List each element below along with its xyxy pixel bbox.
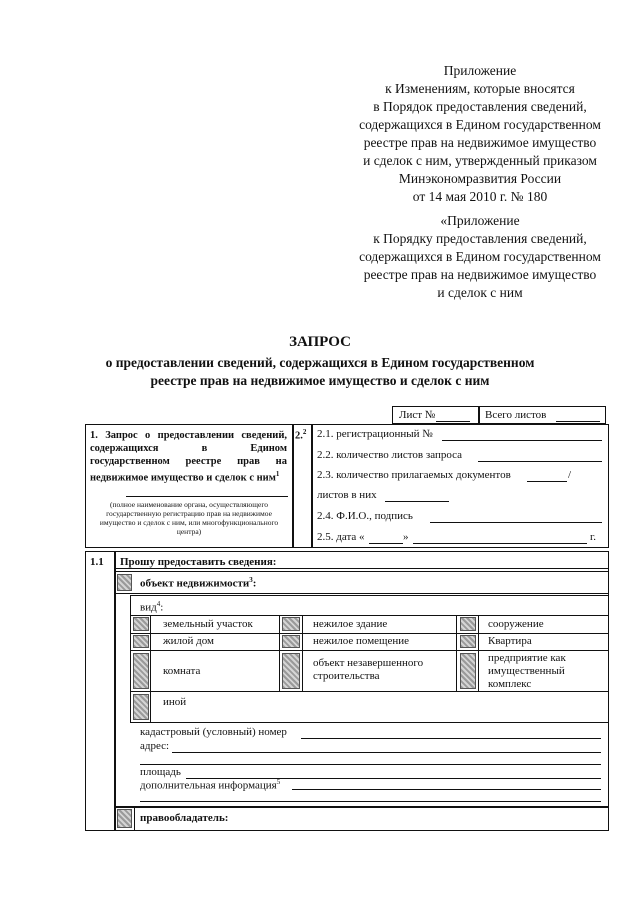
section-1-1-number: 1.1 bbox=[90, 556, 104, 568]
reg-number-field[interactable] bbox=[442, 440, 602, 441]
appendix2-header bbox=[330, 212, 630, 302]
address-label: адрес: bbox=[140, 740, 170, 752]
date-quote-close: » bbox=[403, 531, 409, 543]
appendix-line-2: к Изменениям, которые вносятся bbox=[385, 81, 575, 96]
object-label: объект недвижимости$^3$: bbox=[140, 576, 257, 590]
appendix-line-3: в Порядок предоставления сведений, bbox=[373, 99, 587, 114]
section-2-number: 2.$^2$ bbox=[295, 428, 307, 442]
docs-count-label: 2.3. количество прилагаемых документов bbox=[317, 469, 511, 481]
appendix2-line-5: и сделок с ним bbox=[437, 285, 523, 300]
other-checkbox[interactable] bbox=[133, 694, 149, 720]
request-block-divider-2 bbox=[311, 424, 313, 548]
signature-field[interactable] bbox=[430, 522, 602, 523]
cadastral-field[interactable] bbox=[301, 738, 601, 739]
total-sheets-label: Всего листов bbox=[485, 409, 547, 421]
nonresidential-premises-checkbox[interactable] bbox=[282, 635, 300, 648]
sheets-count-label: 2.2. количество листов запроса bbox=[317, 449, 463, 461]
section-1-title: Запрос о предоставлении сведений, содержащихся в Едином государственном реестре прав на недвижимое имущество и сделок с ним bbox=[90, 430, 287, 484]
kind-label: вид$^4$: bbox=[140, 600, 164, 614]
page-subtitle-1: о предоставлении сведений, содержащихся в Едином государственном bbox=[105, 355, 535, 370]
area-label: площадь bbox=[140, 766, 181, 778]
appendix2-line-4: реестре прав на недвижимое имущество bbox=[363, 267, 597, 282]
address-field-2[interactable] bbox=[140, 764, 601, 765]
extra-info-field-2[interactable] bbox=[140, 801, 601, 802]
structure-label: сооружение bbox=[488, 618, 544, 630]
appendix2-line-3: содержащихся в Едином государственном bbox=[359, 249, 601, 264]
section-1-1-header-line bbox=[114, 568, 609, 569]
apartment-checkbox[interactable] bbox=[460, 635, 476, 648]
unfinished-checkbox[interactable] bbox=[282, 653, 300, 689]
date-day-field[interactable] bbox=[369, 543, 403, 544]
extra-info-label: дополнительная информация$^5$ bbox=[140, 778, 281, 792]
room-checkbox[interactable] bbox=[133, 653, 149, 689]
sheets-count-field[interactable] bbox=[478, 461, 602, 462]
appendix-line-1: Приложение bbox=[443, 63, 517, 78]
date-month-year-field[interactable] bbox=[413, 543, 587, 544]
nonresidential-building-checkbox[interactable] bbox=[282, 617, 300, 631]
page-title: ЗАПРОС bbox=[289, 334, 351, 350]
authority-name-field[interactable] bbox=[126, 496, 288, 497]
sheet-number-label: Лист № bbox=[399, 409, 436, 421]
date-label: 2.5. дата « bbox=[317, 531, 365, 543]
enterprise-label: предприятие как имущественный комплекс bbox=[488, 652, 566, 690]
unfinished-label: объект незавершенного строительства bbox=[313, 657, 424, 682]
object-checkbox[interactable] bbox=[117, 574, 132, 591]
land-plot-label: земельный участок bbox=[163, 618, 253, 630]
house-label: жилой дом bbox=[163, 635, 214, 647]
apartment-label: Квартира bbox=[488, 635, 532, 647]
nonresidential-premises-label: нежилое помещение bbox=[313, 635, 410, 647]
extra-info-field[interactable] bbox=[292, 789, 601, 790]
appendix-header bbox=[330, 62, 630, 206]
other-label: иной bbox=[163, 696, 187, 708]
appendix-line-8: от 14 мая 2010 г. № 180 bbox=[412, 189, 548, 204]
owner-checkbox[interactable] bbox=[117, 809, 132, 828]
reg-number-label: 2.1. регистрационный № bbox=[317, 428, 433, 440]
footnote-1: 1 bbox=[275, 470, 280, 478]
appendix-line-4: содержащихся в Едином государственном bbox=[359, 117, 601, 132]
appendix-line-5: реестре прав на недвижимое имущество bbox=[363, 135, 597, 150]
total-sheets-field[interactable] bbox=[556, 421, 600, 422]
docs-count-field[interactable] bbox=[527, 481, 567, 482]
address-field[interactable] bbox=[172, 752, 601, 753]
appendix-line-6: и сделок с ним, утвержденный приказом bbox=[363, 153, 597, 168]
land-plot-checkbox[interactable] bbox=[133, 617, 149, 631]
appendix2-line-1: «Приложение bbox=[440, 213, 520, 228]
room-label: комната bbox=[163, 665, 201, 677]
docs-slash: / bbox=[568, 469, 572, 481]
page-subtitle-2: реестре прав на недвижимое имущество и сделок с ним bbox=[150, 373, 490, 388]
sheet-number-field[interactable] bbox=[436, 421, 470, 422]
date-year-suffix: г. bbox=[590, 531, 597, 543]
sheet-divider bbox=[478, 406, 480, 424]
docs-sheets-label: листов в них bbox=[317, 489, 377, 501]
appendix-line-7: Минэкономразвития России bbox=[398, 171, 562, 186]
section-1-text bbox=[90, 429, 287, 485]
signature-label: 2.4. Ф.И.О., подпись bbox=[317, 510, 413, 522]
house-checkbox[interactable] bbox=[133, 635, 149, 648]
structure-checkbox[interactable] bbox=[460, 617, 476, 631]
owner-label: правообладатель: bbox=[140, 812, 229, 824]
nonresidential-building-label: нежилое здание bbox=[313, 618, 388, 630]
section-1-1-header: Прошу предоставить сведения: bbox=[120, 556, 277, 568]
docs-sheets-field[interactable] bbox=[385, 501, 449, 502]
appendix2-line-2: к Порядку предоставления сведений, bbox=[373, 231, 587, 246]
enterprise-checkbox[interactable] bbox=[460, 653, 476, 689]
request-block-divider bbox=[292, 424, 294, 548]
section-1-number: 1. bbox=[90, 430, 98, 441]
section-1-note: (полное наименование органа, осуществляющего государственную регистрацию прав на недвижимое имущество и сделок с ним, или многофункционального центра) bbox=[99, 500, 279, 536]
cadastral-label: кадастровый (условный) номер bbox=[140, 726, 287, 738]
